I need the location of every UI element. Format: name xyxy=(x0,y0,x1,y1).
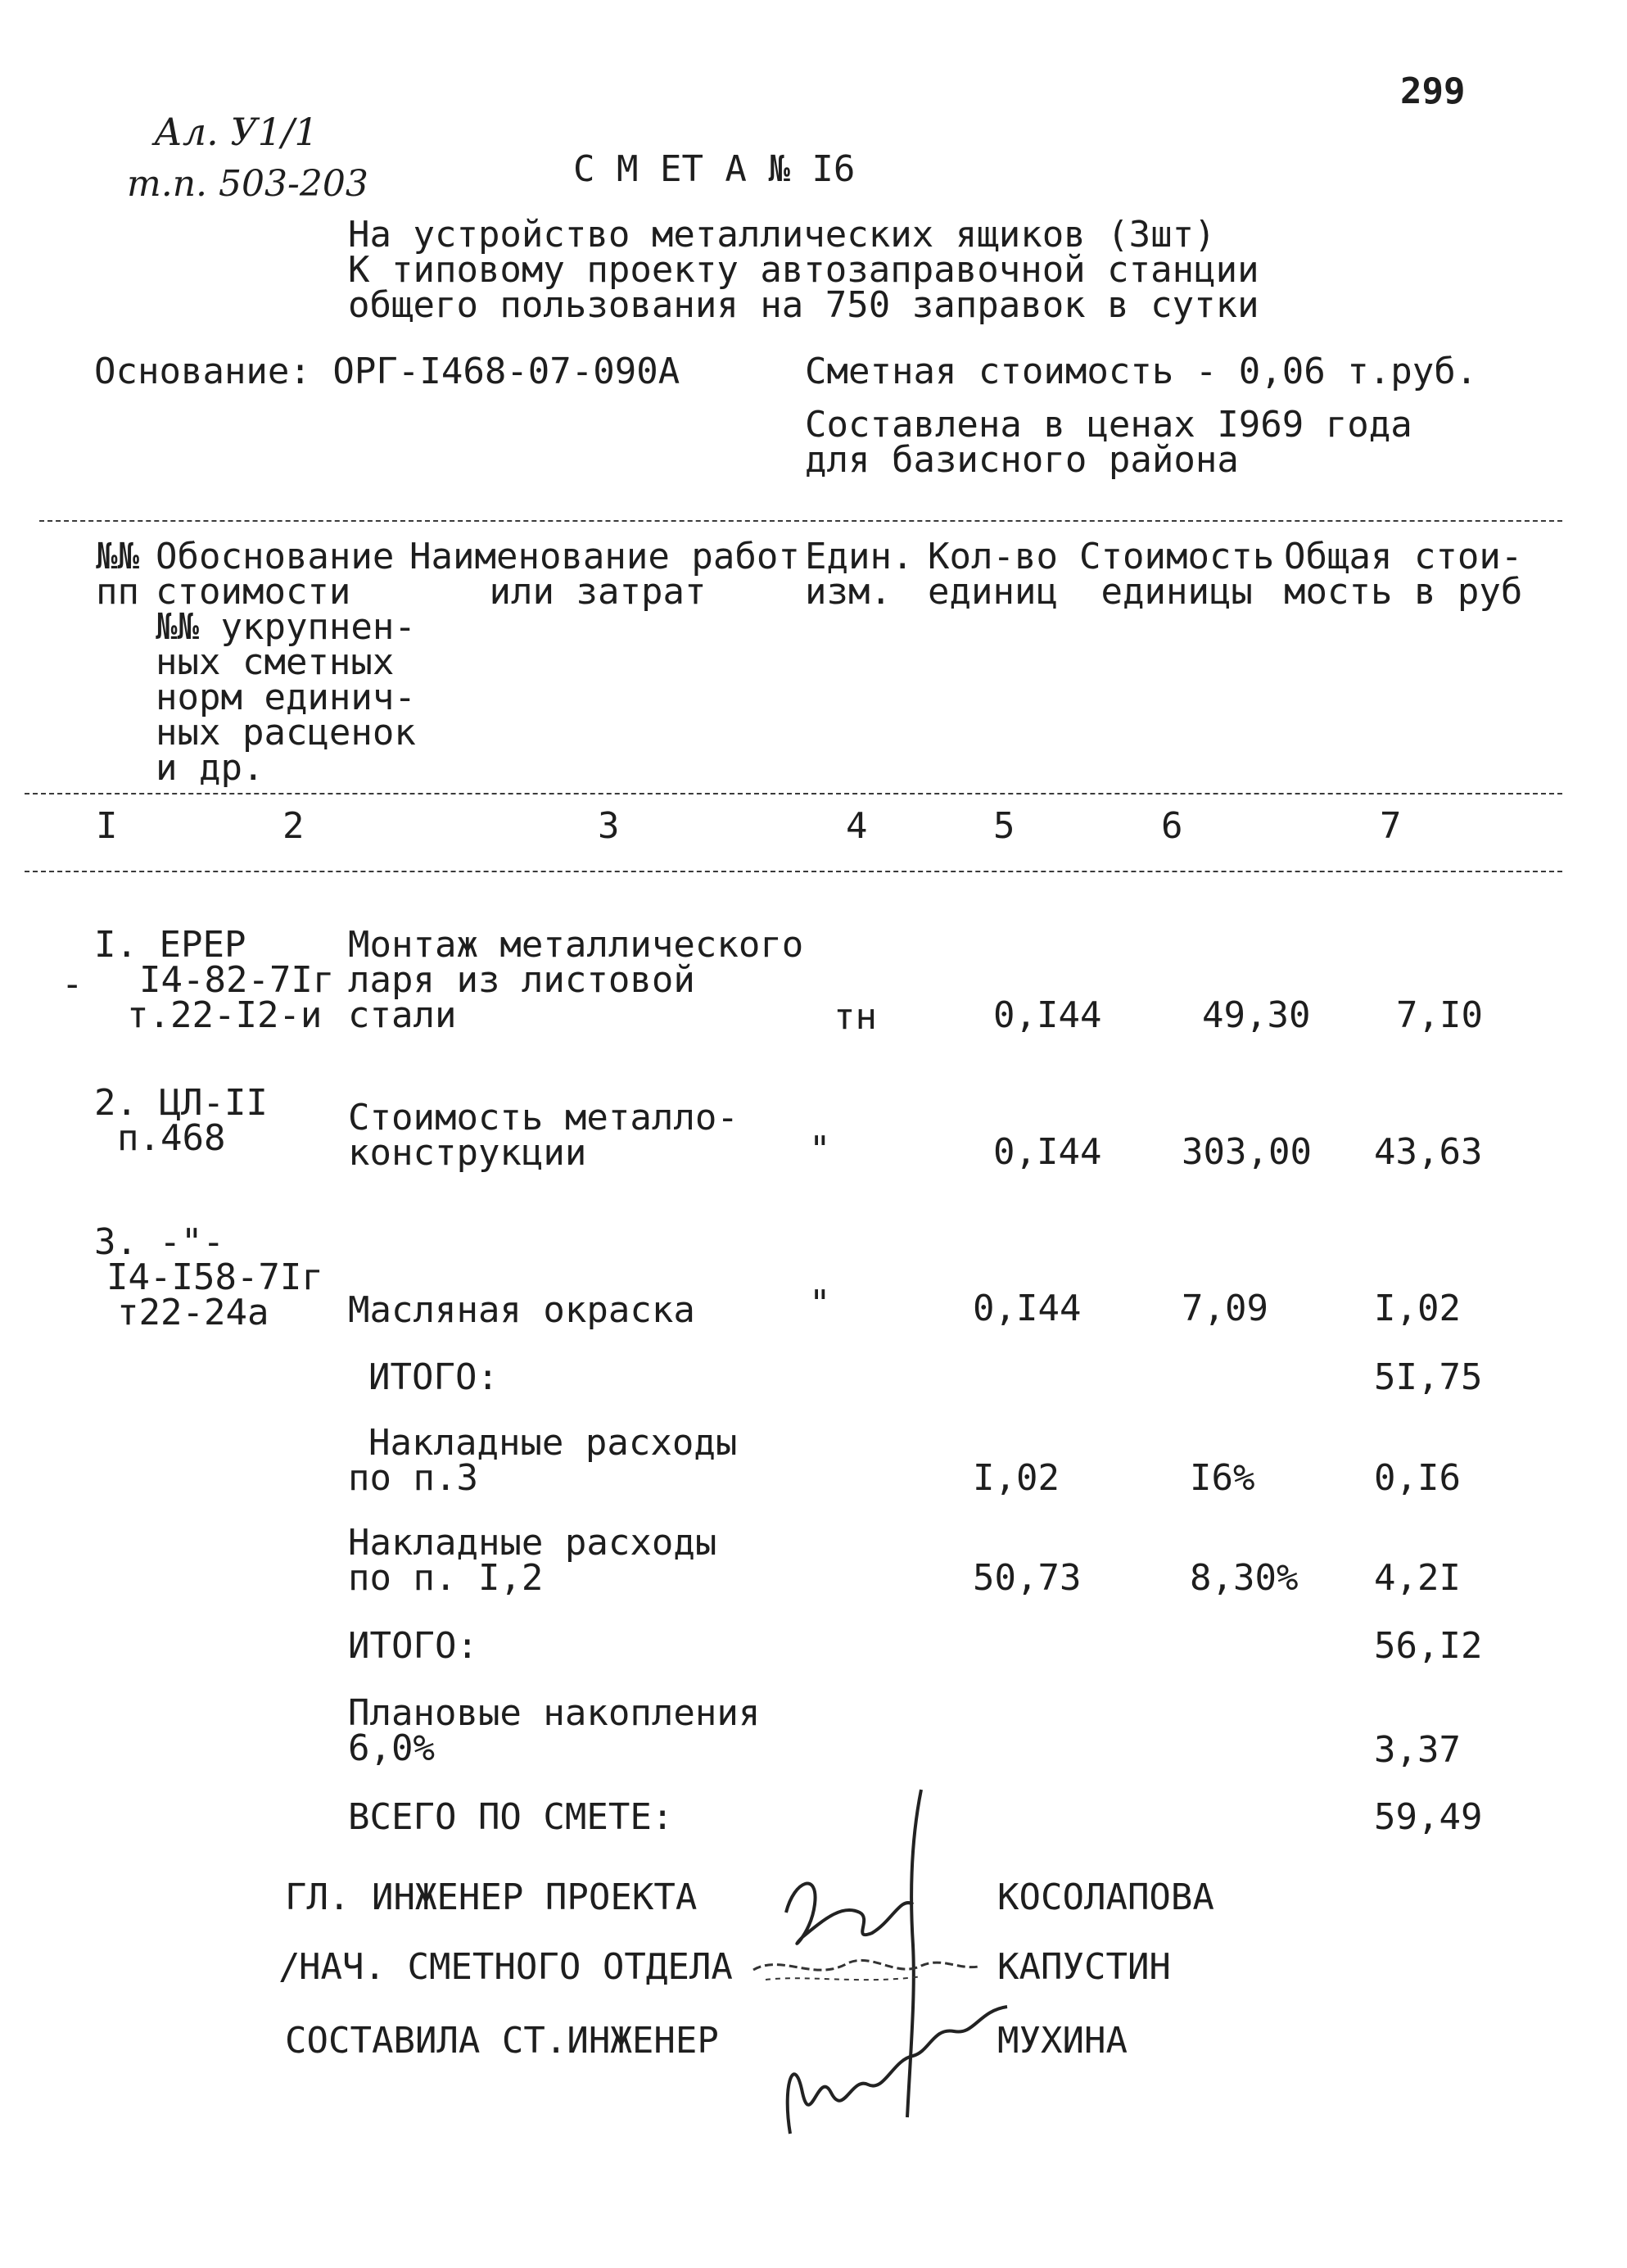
overhead-p12-base: 50,73 xyxy=(973,1557,1082,1599)
row-text: стали xyxy=(348,994,457,1036)
row-text: I4-I58-7Iг xyxy=(106,1256,323,1298)
header-text: Обоснование xyxy=(156,536,395,577)
price-note-line: для базисного района xyxy=(805,439,1239,481)
row-text: т22-24а xyxy=(117,1292,269,1333)
document-subtitle xyxy=(348,214,1259,326)
table-row-3-quantity: 0,I44 xyxy=(973,1288,1082,1329)
header-text: или затрат xyxy=(489,571,707,613)
signature-role-chief-engineer: ГЛ. ИНЖЕНЕР ПРОЕКТА xyxy=(285,1876,698,1918)
subtotal-2-value: 56,I2 xyxy=(1374,1625,1483,1667)
header-text: и др. xyxy=(156,747,264,789)
signature-role-estimate-head: НАЧ. СМЕТНОГО ОТДЕЛА xyxy=(299,1946,733,1988)
header-text: норм единич- xyxy=(156,677,416,718)
header-col-total xyxy=(1284,536,1523,613)
subtotal-2-label: ИТОГО: xyxy=(348,1625,478,1667)
summary-text: Плановые накопления xyxy=(348,1692,761,1734)
table-row-3-basis xyxy=(94,1221,323,1333)
header-col-name xyxy=(409,536,800,613)
overhead-p3-rate: I6% xyxy=(1190,1457,1255,1499)
header-text: Един. xyxy=(805,536,914,577)
estimated-cost: Сметная стоимость - 0,06 т.руб. xyxy=(805,351,1478,392)
table-row-2-quantity: 0,I44 xyxy=(993,1131,1102,1173)
header-text: единицы xyxy=(1100,571,1253,613)
signature-name-chief-engineer: КОСОЛАПОВА xyxy=(997,1876,1214,1918)
subtotal-value: 5I,75 xyxy=(1374,1356,1483,1398)
header-text: изм. xyxy=(805,571,892,613)
header-text: Общая стои- xyxy=(1284,536,1523,577)
row-text: Стоимость металло- xyxy=(348,1097,739,1139)
overhead-p3-base: I,02 xyxy=(973,1457,1060,1499)
header-text: ных расценок xyxy=(156,712,416,754)
row-text: конструкции xyxy=(348,1132,587,1174)
table-top-rule xyxy=(39,520,1562,522)
table-row-1-name xyxy=(348,924,804,1036)
header-text: мость в руб xyxy=(1284,571,1523,613)
overhead-p12-label xyxy=(348,1522,717,1599)
subtitle-line: На устройство металлических ящиков (3шт) xyxy=(348,214,1216,256)
column-number-rule xyxy=(25,871,1562,872)
signature-name-compiler: МУХИНА xyxy=(997,2020,1128,2062)
column-number: 6 xyxy=(1161,805,1183,847)
planned-savings-label xyxy=(348,1692,761,1769)
table-row-1-unit: тн xyxy=(834,996,877,1038)
signature-role-compiler: СОСТАВИЛА СТ.ИНЖЕНЕР xyxy=(285,2020,719,2062)
table-row-1-total: 7,I0 xyxy=(1396,994,1483,1036)
page-number: 299 xyxy=(1400,70,1466,112)
header-text: пп xyxy=(96,571,139,613)
handwritten-signature-kapustin xyxy=(749,1945,987,1994)
row-text: 3. -"- xyxy=(94,1221,224,1263)
subtitle-line: К типовому проекту автозаправочной станции xyxy=(348,249,1259,291)
subtotal-label: ИТОГО: xyxy=(368,1356,499,1398)
summary-text: по п.3 xyxy=(348,1457,478,1499)
row-text: I. ЕРЕР xyxy=(94,924,246,966)
overhead-p12-total: 4,2I xyxy=(1374,1557,1461,1599)
album-reference: Ал. У1/1 xyxy=(154,110,319,154)
row-text: 2. ЦЛ-II xyxy=(94,1082,268,1124)
margin-dash: - xyxy=(61,963,84,1005)
table-row-3-total: I,02 xyxy=(1374,1288,1461,1329)
table-row-2-unit-price: 303,00 xyxy=(1182,1131,1312,1173)
summary-text: 6,0% xyxy=(348,1727,435,1769)
signature-name-estimate-head: КАПУСТИН xyxy=(997,1946,1171,1988)
header-bottom-rule xyxy=(25,793,1562,794)
table-row-1-unit-price: 49,30 xyxy=(1202,994,1311,1036)
handwritten-signature-mukhina xyxy=(770,1994,1040,2150)
table-row-2-unit: " xyxy=(809,1129,831,1170)
table-row-1-quantity: 0,I44 xyxy=(993,994,1102,1036)
summary-text: Накладные расходы xyxy=(368,1422,738,1464)
header-text: единиц xyxy=(928,571,1058,613)
row-text: I4-82-7Iг xyxy=(139,959,335,1001)
table-row-3-unit: " xyxy=(809,1283,831,1324)
grand-total-label: ВСЕГО ПО СМЕТЕ: xyxy=(348,1796,674,1838)
header-text: ных сметных xyxy=(156,641,395,683)
row-text: т.22-I2-и xyxy=(127,994,323,1036)
header-text: №№ укрупнен- xyxy=(156,606,416,648)
header-text: №№ xyxy=(96,536,139,577)
margin-tick: / xyxy=(278,1946,301,1988)
table-row-3-unit-price: 7,09 xyxy=(1182,1288,1268,1329)
planned-savings-value: 3,37 xyxy=(1374,1729,1461,1771)
header-text: Наименование работ xyxy=(409,536,800,577)
table-row-2-basis xyxy=(94,1082,268,1159)
price-note xyxy=(805,404,1412,481)
column-number: I xyxy=(96,805,118,847)
summary-text: Накладные расходы xyxy=(348,1522,717,1564)
row-text: Монтаж металлического xyxy=(348,924,804,966)
header-text: Кол-во xyxy=(928,536,1058,577)
table-row-1-basis xyxy=(94,924,335,1036)
header-col-basis xyxy=(156,536,416,789)
table-row-2-total: 43,63 xyxy=(1374,1131,1483,1173)
subtitle-line: общего пользования на 750 заправок в сутки xyxy=(348,284,1259,326)
project-reference: т.п. 503-203 xyxy=(127,163,368,205)
row-text: п.468 xyxy=(117,1117,226,1159)
grand-total-value: 59,49 xyxy=(1374,1796,1483,1838)
document-title: С М ЕТ А № I6 xyxy=(573,148,856,190)
column-number: 7 xyxy=(1380,805,1402,847)
column-number: 3 xyxy=(598,805,620,847)
table-row-3-name: Масляная окраска xyxy=(348,1289,695,1331)
basis: Основание: ОРГ-I468-07-090А xyxy=(94,351,680,392)
overhead-p3-total: 0,I6 xyxy=(1374,1457,1461,1499)
header-text: Стоимость xyxy=(1079,536,1275,577)
overhead-p12-rate: 8,30% xyxy=(1190,1557,1299,1599)
summary-text: по п. I,2 xyxy=(348,1557,544,1599)
header-col-unit-price xyxy=(1079,536,1275,613)
header-col-number xyxy=(96,536,139,613)
table-row-2-name xyxy=(348,1097,739,1174)
overhead-p3-label xyxy=(348,1422,738,1499)
header-col-unit xyxy=(805,536,914,613)
column-number: 2 xyxy=(282,805,305,847)
column-number: 4 xyxy=(846,805,868,847)
row-text: ларя из листовой xyxy=(348,959,695,1001)
header-text: стоимости xyxy=(156,571,351,613)
price-note-line: Составлена в ценах I969 года xyxy=(805,404,1412,446)
header-col-quantity xyxy=(928,536,1058,613)
column-number: 5 xyxy=(993,805,1015,847)
